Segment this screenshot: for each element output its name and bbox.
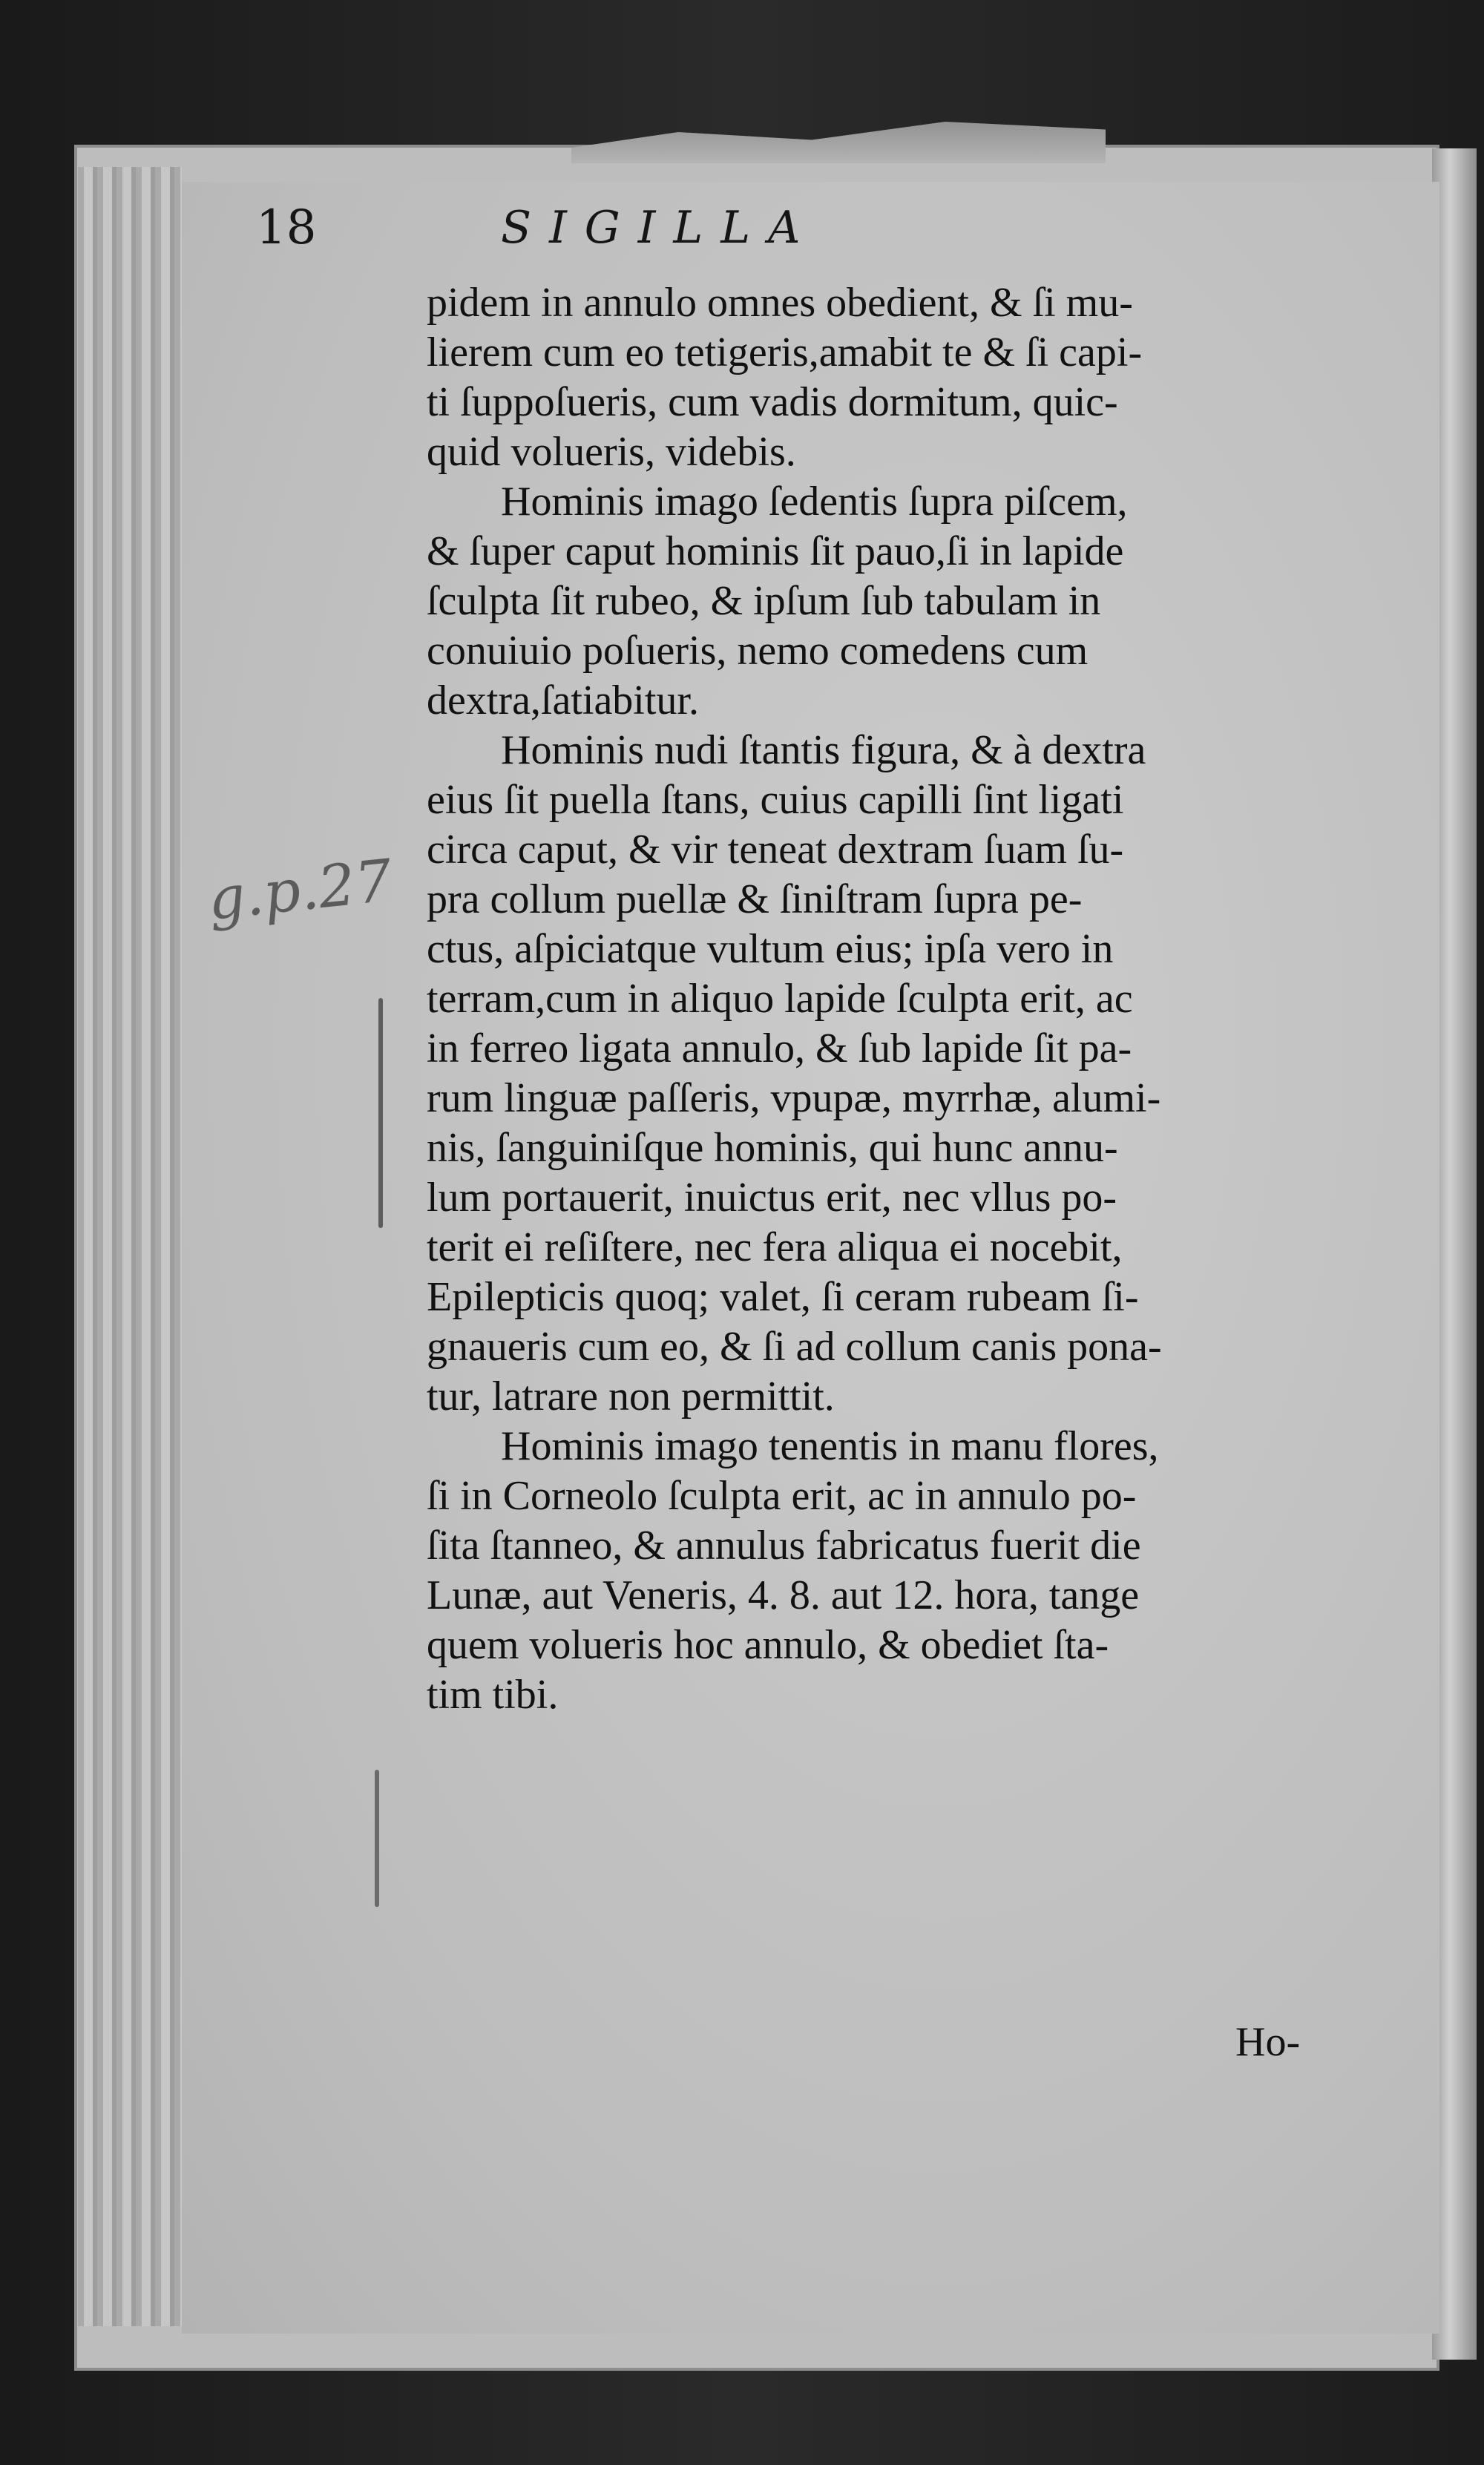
text-line: Epilepticis quoq; valet, ſi ceram rubeam ſi-	[427, 1274, 1139, 1320]
text-line: ſita ſtanneo, & annulus fabricatus fuerit die	[427, 1523, 1141, 1569]
body-text	[427, 278, 1362, 1720]
running-title: SIGILLA	[501, 202, 818, 254]
text-line: pra collum puellæ & ſiniſtram ſupra pe-	[427, 876, 1083, 922]
text-line: terit ei reſiſtere, nec fera aliqua ei nocebit,	[427, 1224, 1123, 1270]
text-line: pidem in annulo omnes obedient, & ſi mu-	[427, 280, 1133, 326]
text-line: ſculpta ſit rubeo, & ipſum ſub tabulam in	[427, 578, 1101, 624]
paragraph-start-line: Hominis nudi ſtantis figura, & à dextra	[501, 727, 1146, 773]
text-line: quid volueris, videbis.	[427, 429, 796, 475]
text-line: lierem cum eo tetigeris,amabit te & ſi capi-	[427, 329, 1143, 375]
text-line: & ſuper caput hominis ſit pauo,ſi in lapide	[427, 528, 1124, 574]
text-line: nis, ſanguiniſque hominis, qui hunc annu-	[427, 1125, 1118, 1171]
text-line: circa caput, & vir teneat dextram ſuam ſu-	[427, 827, 1124, 873]
page-number: 18	[256, 200, 317, 255]
book-gutter-left	[78, 167, 182, 2326]
text-line: tur, latrare non permittit.	[427, 1373, 835, 1419]
paragraph-start-line: Hominis imago ſedentis ſupra piſcem,	[501, 479, 1128, 525]
catchword: Ho-	[1235, 2019, 1301, 2065]
text-line: eius ſit puella ſtans, cuius capilli ſint ligati	[427, 777, 1124, 823]
text-line: tim tibi.	[427, 1672, 559, 1718]
text-line: terram,cum in aliquo lapide ſculpta erit, ac	[427, 976, 1133, 1022]
text-line: lum portauerit, inuictus erit, nec vllus po-	[427, 1175, 1117, 1221]
text-line: ti ſuppoſueris, cum vadis dormitum, quic-	[427, 379, 1118, 425]
margin-pencil-mark	[375, 1770, 379, 1907]
text-line: rum linguæ paſſeris, vpupæ, myrrhæ, alumi-	[427, 1075, 1161, 1121]
text-line: gnaueris cum eo, & ſi ad collum canis pona-	[427, 1324, 1162, 1370]
paragraph-start-line: Hominis imago tenentis in manu flores,	[501, 1423, 1159, 1469]
text-line: quem volueris hoc annulo, & obediet ſta-	[427, 1622, 1109, 1668]
text-line: ſi in Corneolo ſculpta erit, ac in annulo po-	[427, 1473, 1137, 1519]
text-line: ctus, aſpiciatque vultum eius; ipſa vero in	[427, 926, 1114, 972]
page-header	[256, 200, 1258, 282]
text-line: in ferreo ligata annulo, & ſub lapide ſit pa-	[427, 1025, 1132, 1071]
handwritten-margin-note: g.p.27	[204, 847, 395, 933]
text-line: dextra,ſatiabitur.	[427, 677, 699, 723]
text-line: conuiuio poſueris, nemo comedens cum	[427, 628, 1089, 674]
text-line: Lunæ, aut Veneris, 4. 8. aut 12. hora, tange	[427, 1572, 1140, 1618]
margin-pencil-mark	[378, 998, 383, 1228]
